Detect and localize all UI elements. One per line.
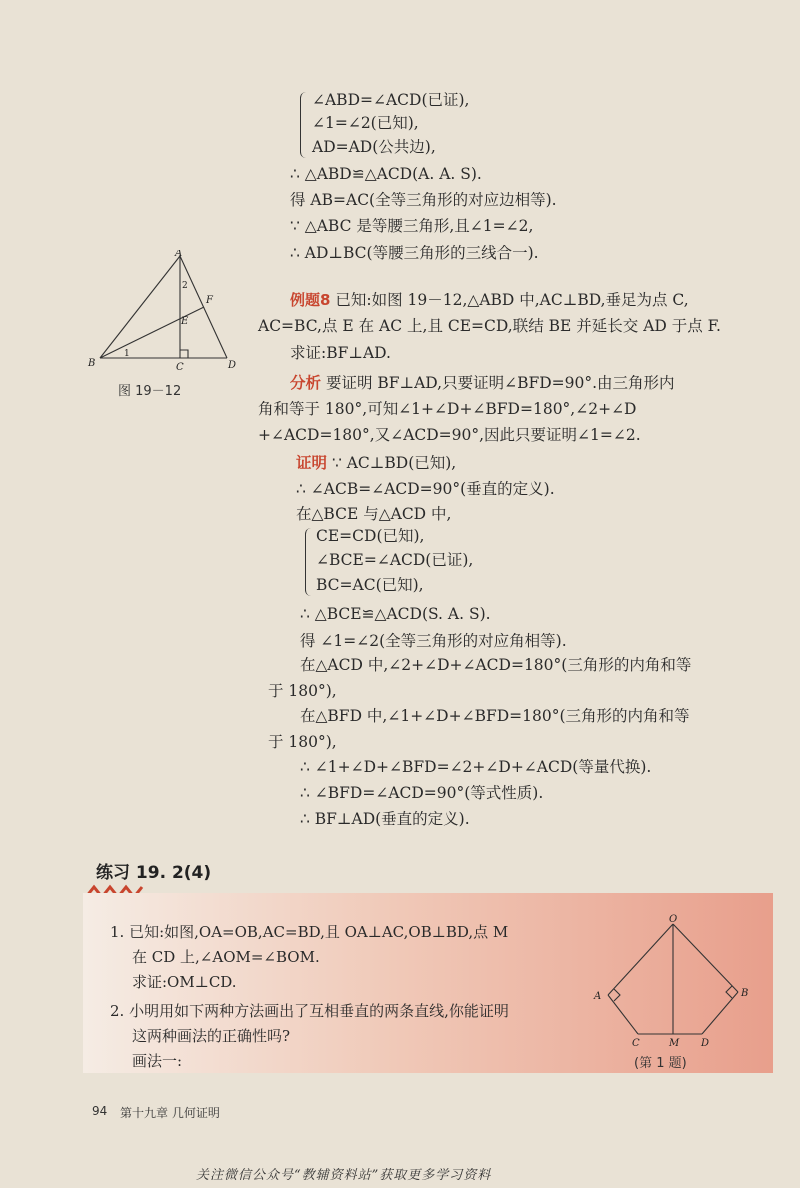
chapter-label: 第十九章 几何证明 [120,1106,220,1120]
exercise-q1-line-3: 求证:OM⊥CD. [132,973,237,991]
proof-top-line-2: 得 AB=AC(全等三角形的对应边相等). [290,191,557,209]
proof-first-text: ∵ AC⊥BD(已知), [331,454,457,472]
proof-line-b7: ∴ ∠1+∠D+∠BFD=∠2+∠D+∠ACD(等量代换). [300,758,652,776]
ex-fig-label-o: O [669,914,678,925]
proof-line-b1: ∴ △BCE≌△ACD(S. A. S). [300,605,491,623]
proof-brace-line-3: BC=AC(已知), [316,576,424,594]
proof-line-b8: ∴ ∠BFD=∠ACD=90°(等式性质). [300,784,544,802]
proof-line-b2: 得 ∠1=∠2(全等三角形的对应角相等). [300,632,567,650]
example8-line-2: AC=BC,点 E 在 AC 上,且 CE=CD,联结 BE 并延长交 AD 于点 F. [258,317,721,335]
figure-19-12-caption: 图 19－12 [118,384,182,399]
analysis-tag: 分析 [290,374,322,392]
proof-top-brace-line-3: AD=AD(公共边), [312,138,436,156]
page-number: 94 [92,1104,108,1118]
ex-fig-label-d: D [701,1038,710,1049]
ex-fig-label-a: A [594,991,602,1002]
exercise-q2-line-2: 这两种画法的正确性吗? [132,1027,291,1045]
proof-top-line-3: ∵ △ABC 是等腰三角形,且∠1=∠2, [290,217,534,235]
example8-tag: 例题8 [290,291,331,309]
fig-label-d: D [228,360,237,371]
proof-line-b6: 于 180°), [268,733,337,751]
exercise-q1-line-1: 1. 已知:如图,OA=OB,AC=BD,且 OA⊥AC,OB⊥BD,点 M [110,923,509,941]
example8-given: 已知:如图 19－12,△ABD 中,AC⊥BD,垂足为点 C, [335,291,689,309]
fig-label-c: C [176,362,184,373]
analysis-line-1 [290,372,675,394]
proof-line-a1: ∴ ∠ACB=∠ACD=90°(垂直的定义). [296,480,555,498]
fig-label-b: B [88,358,96,369]
watermark-text: 关注微信公众号“教辅资料站”获取更多学习资料 [196,1168,492,1183]
exercise-figure-1 [590,912,760,1052]
ex-fig-label-c: C [632,1038,640,1049]
proof-tag: 证明 [296,454,328,472]
exercise-q2-line-3: 画法一: [132,1052,183,1070]
analysis-line-2: 角和等于 180°,可知∠1+∠D+∠BFD=180°,∠2+∠D [258,400,637,418]
exercise-title: 练习 19. 2(4) [96,863,212,883]
proof-line-b9: ∴ BF⊥AD(垂直的定义). [300,810,470,828]
proof-top-brace-line-1: ∠ABD=∠ACD(已证), [312,91,470,109]
proof-brace-line-2: ∠BCE=∠ACD(已证), [316,551,474,569]
fig-label-e: E [181,316,189,327]
proof-brace-line-1: CE=CD(已知), [316,527,425,545]
ex-fig-label-m: M [669,1038,680,1049]
proof-top-brace-line-2: ∠1=∠2(已知), [312,114,419,132]
proof-line-b3: 在△ACD 中,∠2+∠D+∠ACD=180°(三角形的内角和等 [300,656,692,674]
exercise-q2-line-1: 2. 小明用如下两种方法画出了互相垂直的两条直线,你能证明 [110,1002,509,1020]
fig-label-f: F [206,295,213,306]
brace-proof [305,528,315,596]
fig-label-a: A [175,250,183,259]
proof-line-b5: 在△BFD 中,∠1+∠D+∠BFD=180°(三角形的内角和等 [300,707,690,725]
analysis-text-1: 要证明 BF⊥AD,只要证明∠BFD=90°.由三角形内 [325,374,675,392]
example8-line-1 [290,289,689,311]
proof-top-line-4: ∴ AD⊥BC(等腰三角形的三线合一). [290,244,539,262]
proof-line-first [296,452,456,474]
proof-top-line-1: ∴ △ABD≌△ACD(A. A. S). [290,165,482,183]
proof-line-b4: 于 180°), [268,682,337,700]
example8-line-3: 求证:BF⊥AD. [290,344,391,362]
fig-label-angle-1: 1 [124,349,130,359]
brace-top [300,92,310,158]
analysis-line-3: +∠ACD=180°,又∠ACD=90°,因此只要证明∠1=∠2. [258,426,641,444]
fig-label-angle-2: 2 [182,281,188,291]
proof-line-a2: 在△BCE 与△ACD 中, [296,505,452,523]
ex-fig-label-b: B [741,988,749,999]
figure-19-12 [80,250,250,375]
exercise-q1-line-2: 在 CD 上,∠AOM=∠BOM. [132,948,320,966]
exercise-figure-caption: (第 1 题) [634,1056,687,1071]
